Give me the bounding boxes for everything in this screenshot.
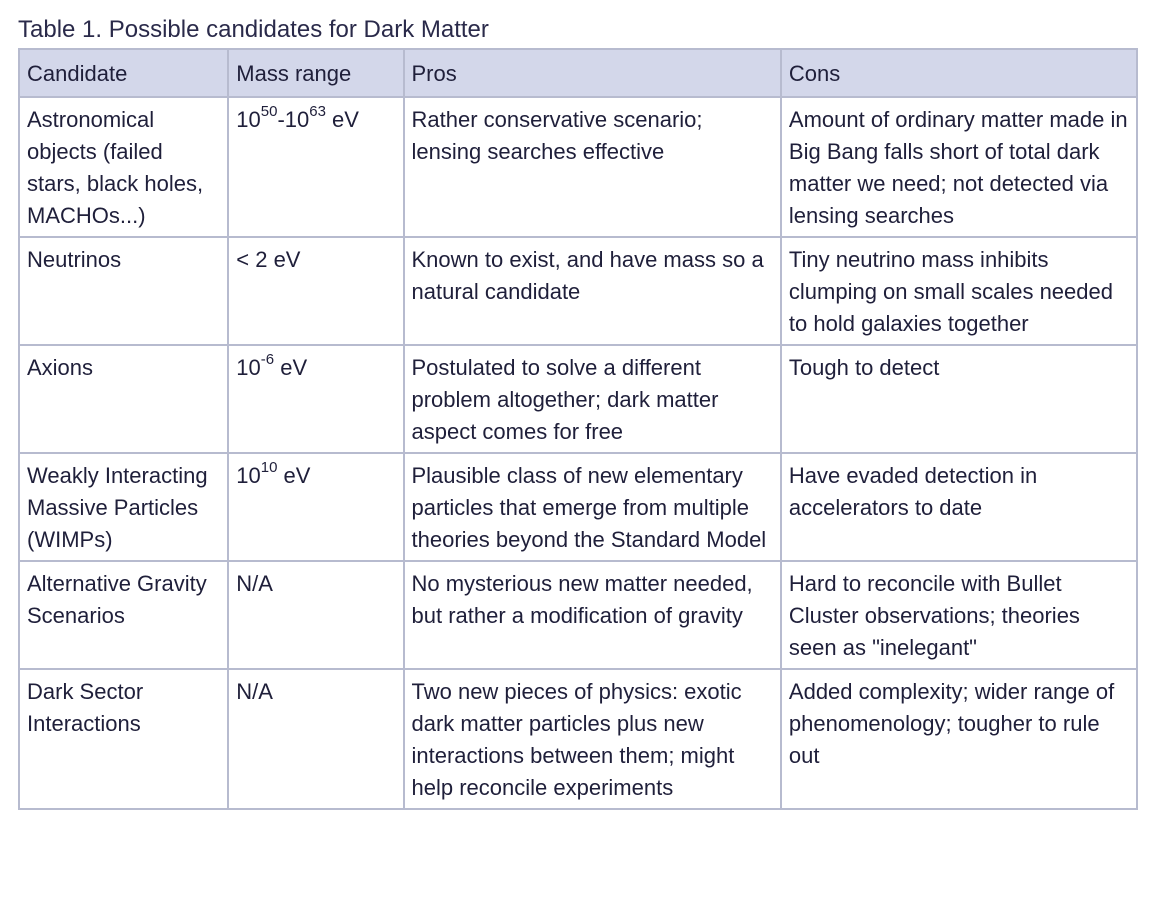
cell-mass-range bbox=[228, 453, 403, 561]
cell-candidate: Axions bbox=[19, 345, 228, 453]
mass-unit: eV bbox=[274, 355, 308, 380]
cell-pros: Known to exist, and have mass so a natural candidate bbox=[404, 237, 781, 345]
cell-mass-range bbox=[228, 97, 403, 237]
cell-cons: Tiny neutrino mass inhibits clumping on small scales needed to hold galaxies together bbox=[781, 237, 1137, 345]
header-candidate: Candidate bbox=[19, 49, 228, 97]
cell-pros: Rather conservative scenario; lensing searches effective bbox=[404, 97, 781, 237]
dark-matter-candidates-table bbox=[18, 48, 1138, 810]
mass-unit: eV bbox=[325, 107, 359, 132]
cell-mass-range: N/A bbox=[228, 669, 403, 809]
table-row bbox=[19, 345, 1137, 453]
table-row bbox=[19, 97, 1137, 237]
header-mass-range: Mass range bbox=[228, 49, 403, 97]
cell-pros: Plausible class of new elementary particles that emerge from multiple theories beyond the Standard Model bbox=[404, 453, 781, 561]
cell-cons: Tough to detect bbox=[781, 345, 1137, 453]
table-header-row bbox=[19, 49, 1137, 97]
cell-candidate: Weakly Interacting Massive Particles (WIMPs) bbox=[19, 453, 228, 561]
cell-cons: Hard to reconcile with Bullet Cluster observations; theories seen as "inelegant" bbox=[781, 561, 1137, 669]
cell-candidate: Neutrinos bbox=[19, 237, 228, 345]
cell-pros: Postulated to solve a different problem altogether; dark matter aspect comes for free bbox=[404, 345, 781, 453]
mass-separator: - bbox=[277, 107, 285, 132]
cell-candidate: Dark Sector Interactions bbox=[19, 669, 228, 809]
mass-exponent: 10 bbox=[260, 458, 278, 476]
table-caption: Table 1. Possible candidates for Dark Matter bbox=[18, 16, 489, 43]
mass-base: 10 bbox=[236, 355, 261, 380]
mass-unit: eV bbox=[277, 463, 311, 488]
cell-cons: Have evaded detection in accelerators to date bbox=[781, 453, 1137, 561]
mass-exponent: 63 bbox=[309, 102, 326, 120]
cell-candidate: Alternative Gravity Scenarios bbox=[19, 561, 228, 669]
table-row bbox=[19, 237, 1137, 345]
table-row bbox=[19, 453, 1137, 561]
mass-exponent: 50 bbox=[260, 102, 278, 120]
mass-exponent: -6 bbox=[260, 350, 275, 368]
cell-cons: Added complexity; wider range of phenomenology; tougher to rule out bbox=[781, 669, 1137, 809]
mass-base: 10 bbox=[236, 463, 261, 488]
table-row bbox=[19, 669, 1137, 809]
header-cons: Cons bbox=[781, 49, 1137, 97]
header-pros: Pros bbox=[404, 49, 781, 97]
table-row bbox=[19, 561, 1137, 669]
cell-mass-range: < 2 eV bbox=[228, 237, 403, 345]
mass-base: 10 bbox=[236, 107, 261, 132]
cell-candidate: Astronomical objects (failed stars, black holes, MACHOs...) bbox=[19, 97, 228, 237]
cell-mass-range bbox=[228, 345, 403, 453]
cell-cons: Amount of ordinary matter made in Big Bang falls short of total dark matter we need; not detected via lensing searches bbox=[781, 97, 1137, 237]
mass-base: 10 bbox=[284, 107, 310, 132]
cell-pros: No mysterious new matter needed, but rather a modification of gravity bbox=[404, 561, 781, 669]
cell-pros: Two new pieces of physics: exotic dark matter particles plus new interactions between them; might help reconcile experiments bbox=[404, 669, 781, 809]
cell-mass-range: N/A bbox=[228, 561, 403, 669]
